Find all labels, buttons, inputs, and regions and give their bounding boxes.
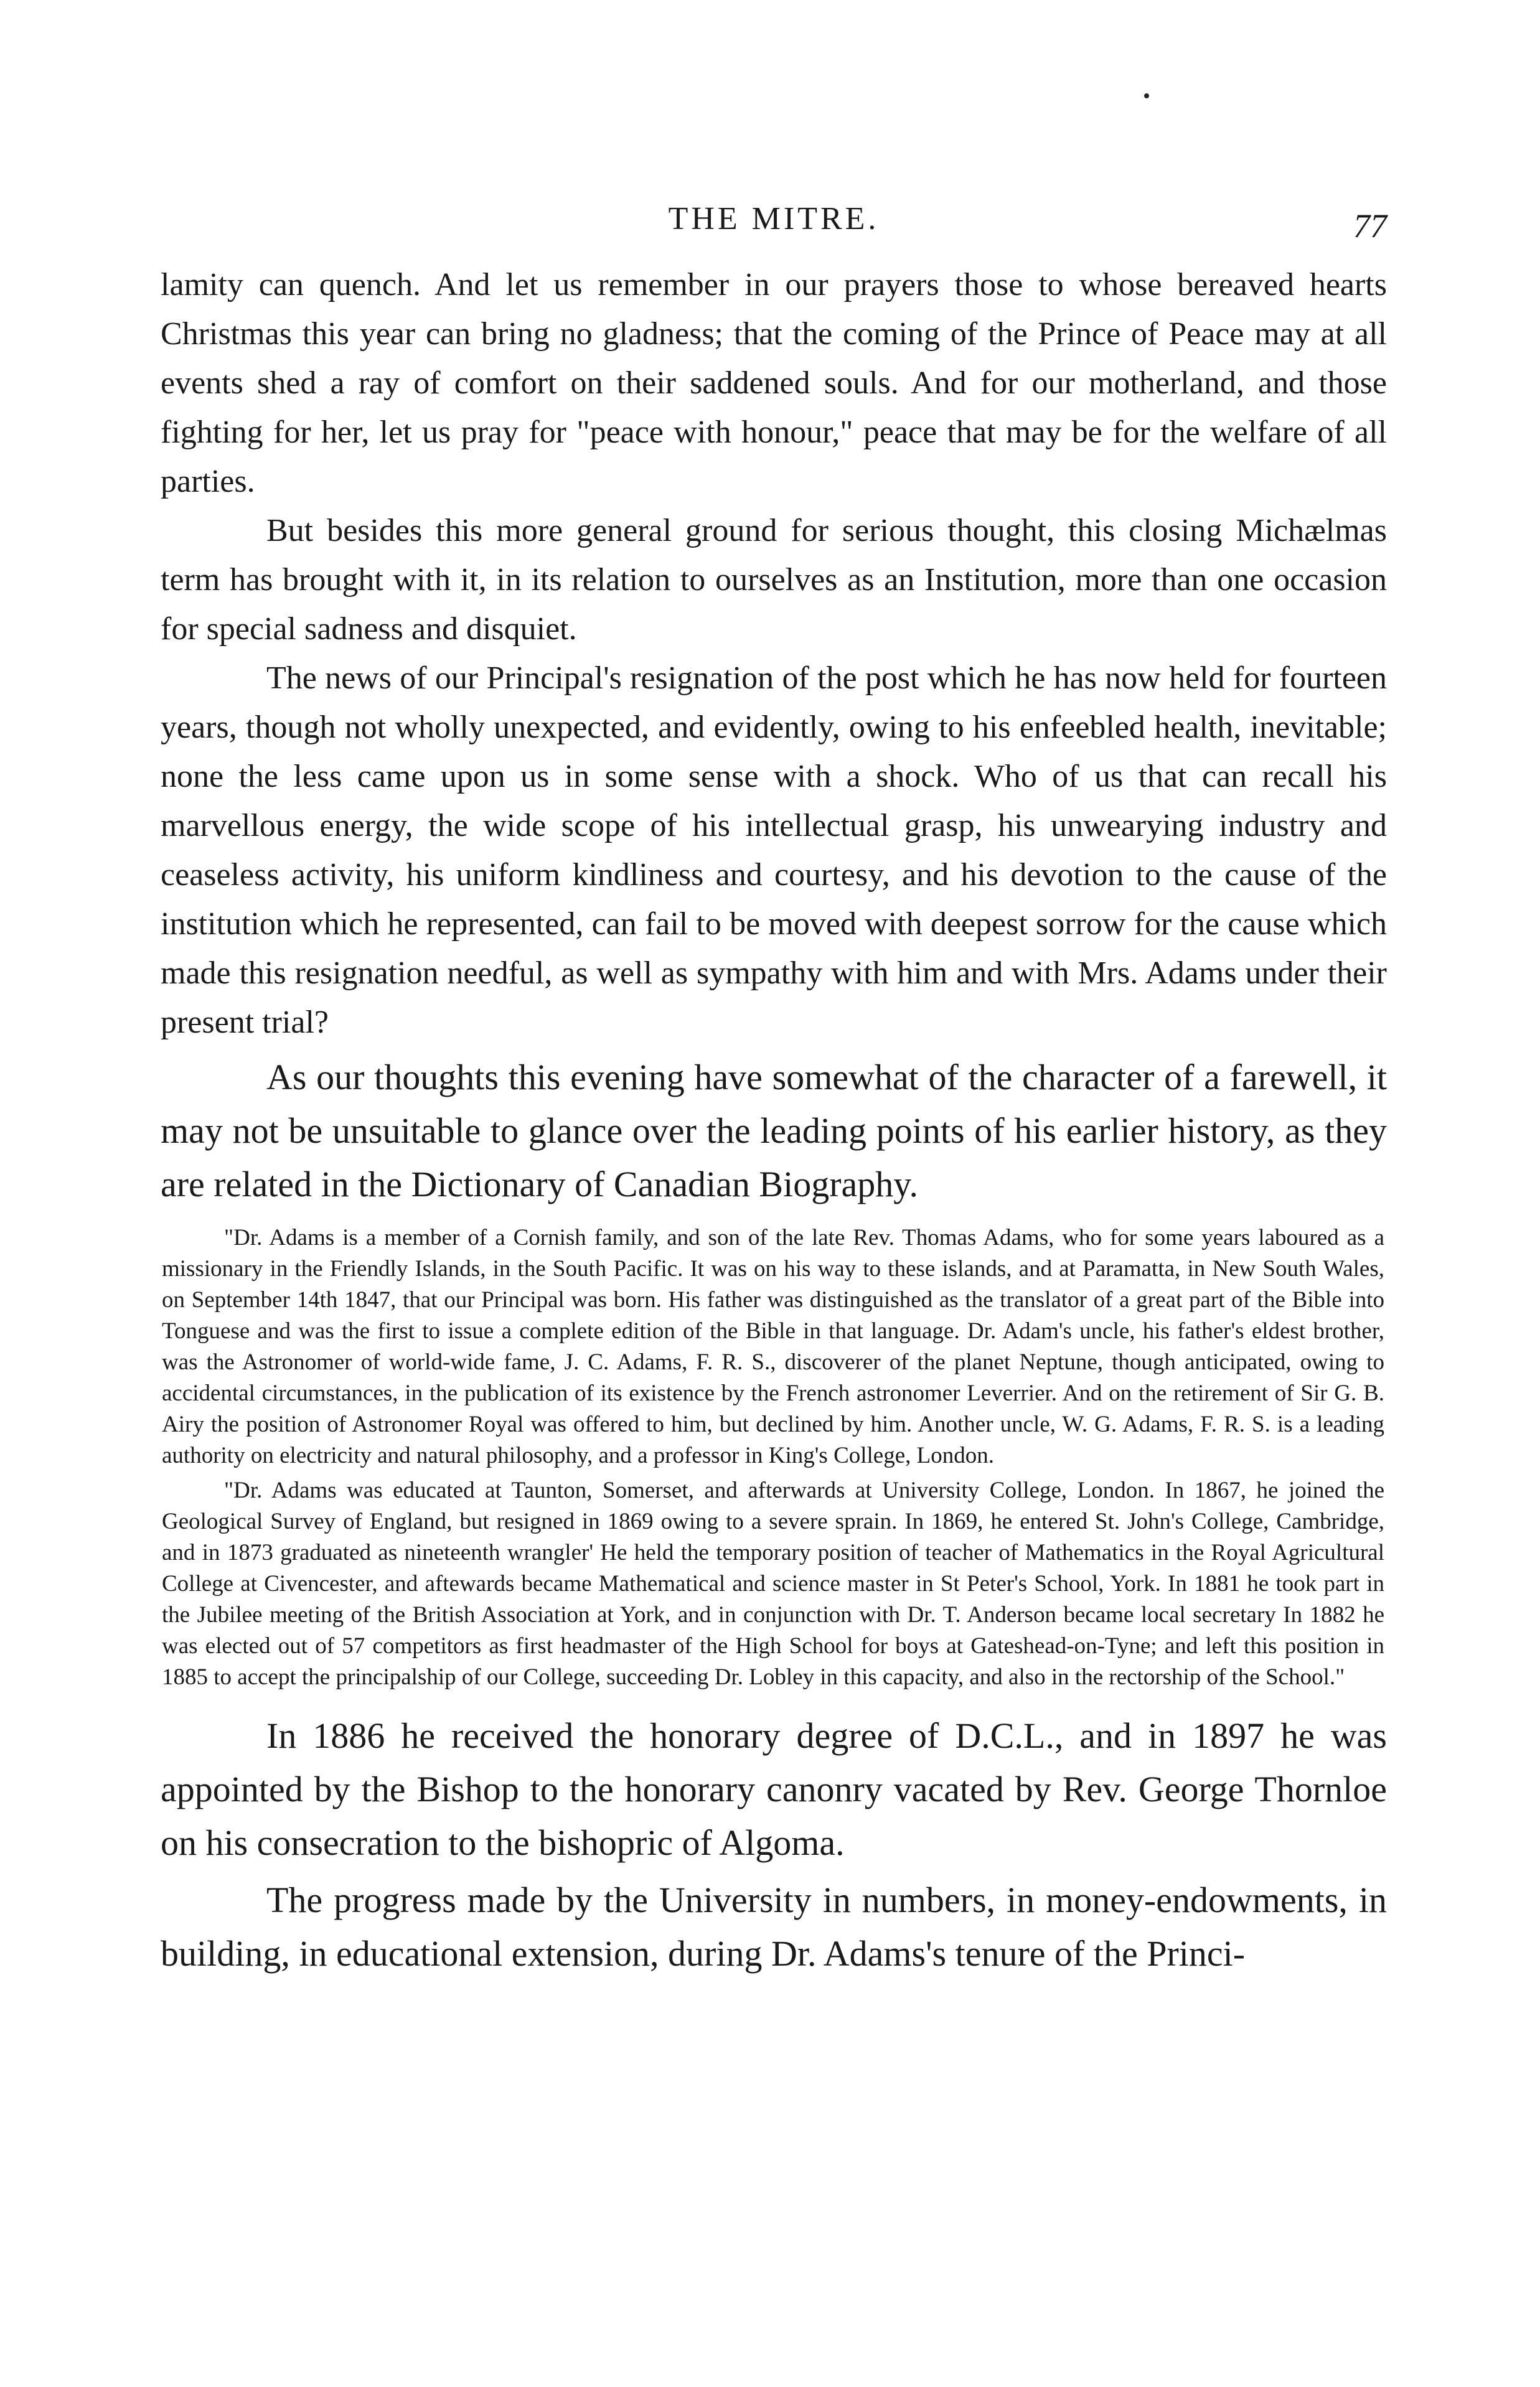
page-header <box>161 200 1387 244</box>
page-body <box>161 260 1387 1981</box>
paragraph-4: As our thoughts this evening have somewhat of the character of a farewell, it may not be unsuitable to glance over the leading points of his earlier history, as they are related in the Dictionary of Canadian Biography. <box>161 1057 1387 1204</box>
paragraph-3: The news of our Principal's resignation of the post which he has now held for fourteen years, though not wholly unexpected, and evidently, owing to his enfeebled health, inevitable; none the less came upon us in some sense with a shock. Who of us that can recall his marvellous energy, the wide scope of his intellectual grasp, his unwearying industry and ceaseless activity, his uniform kindliness and courtesy, and his devotion to the cause of the institution which he represented, can fail to be moved with deepest sorrow for the cause which made this resignation needful, as well as sympathy with him and with Mrs. Adams under their present trial? <box>161 660 1387 1040</box>
running-title: THE MITRE. <box>668 201 880 237</box>
paragraph-6: The progress made by the University in numbers, in money-endowments, in building, in educational extension, during Dr. Adams's tenure of the Princi- <box>161 1880 1387 1974</box>
page-number: 77 <box>1353 207 1387 245</box>
paragraph-2: But besides this more general ground for serious thought, this closing Michælmas term has brought with it, in its relation to ourselves as an Institution, more than one occasion for special sadness and disquiet. <box>161 513 1387 647</box>
ink-speck <box>1144 93 1149 98</box>
biography-quote-2: "Dr. Adams was educated at Taunton, Somerset, and afterwards at University College, London. In 1867, he joined the Geological Survey of England, but resigned in 1869 owing to a severe sprain. In 1869, he entered St. John's College, Cambridge, and in 1873 graduated as nineteenth wrangler' He held the temporary position of teacher of Mathematics in the Royal Agricultural College at Civencester, and aftewards became Mathematical and science master in St Peter's School, York. In 1881 he took part in the Jubilee meeting of the British Association at York, and in conjunction with Dr. T. Anderson became local secretary In 1882 he was elected out of 57 competitors as first headmaster of the High School for boys at Gateshead-on-Tyne; and left this position in 1885 to accept the principalship of our College, succeeding Dr. Lobley in this capacity, and also in the rectorship of the School." <box>162 1478 1384 1690</box>
biography-quote-1: "Dr. Adams is a member of a Cornish family, and son of the late Rev. Thomas Adams, who for some years laboured as a missionary in the Friendly Islands, in the South Pacific. It was on his way to these islands, and at Paramatta, in New South Wales, on September 14th 1847, that our Principal was born. His father was distinguished as the translator of a great part of the Bible into Tonguese and was the first to issue a complete edition of the Bible in that language. Dr. Adam's uncle, his father's eldest brother, was the Astronomer of world-wide fame, J. C. Adams, F. R. S., discoverer of the planet Neptune, though anticipated, owing to accidental circumstances, in the publication of its existence by the French astronomer Leverrier. And on the retirement of Sir G. B. Airy the position of Astronomer Royal was offered to him, but declined by him. Another uncle, W. G. Adams, F. R. S. is a leading authority on electricity and natural philosophy, and a professor in King's College, London. <box>162 1225 1384 1468</box>
paragraph-1: lamity can quench. And let us remember in our prayers those to whose bereaved hearts Christmas this year can bring no gladness; that the coming of the Prince of Peace may at all events shed a ray of comfort on their saddened souls. And for our motherland, and those fighting for her, let us pray for "peace with honour," peace that may be for the welfare of all parties. <box>161 267 1387 499</box>
paragraph-5: In 1886 he received the honorary degree of D.C.L., and in 1897 he was appointed by the Bishop to the honorary canonry vacated by Rev. George Thornloe on his consecration to the bishopric of Algoma. <box>161 1715 1387 1863</box>
